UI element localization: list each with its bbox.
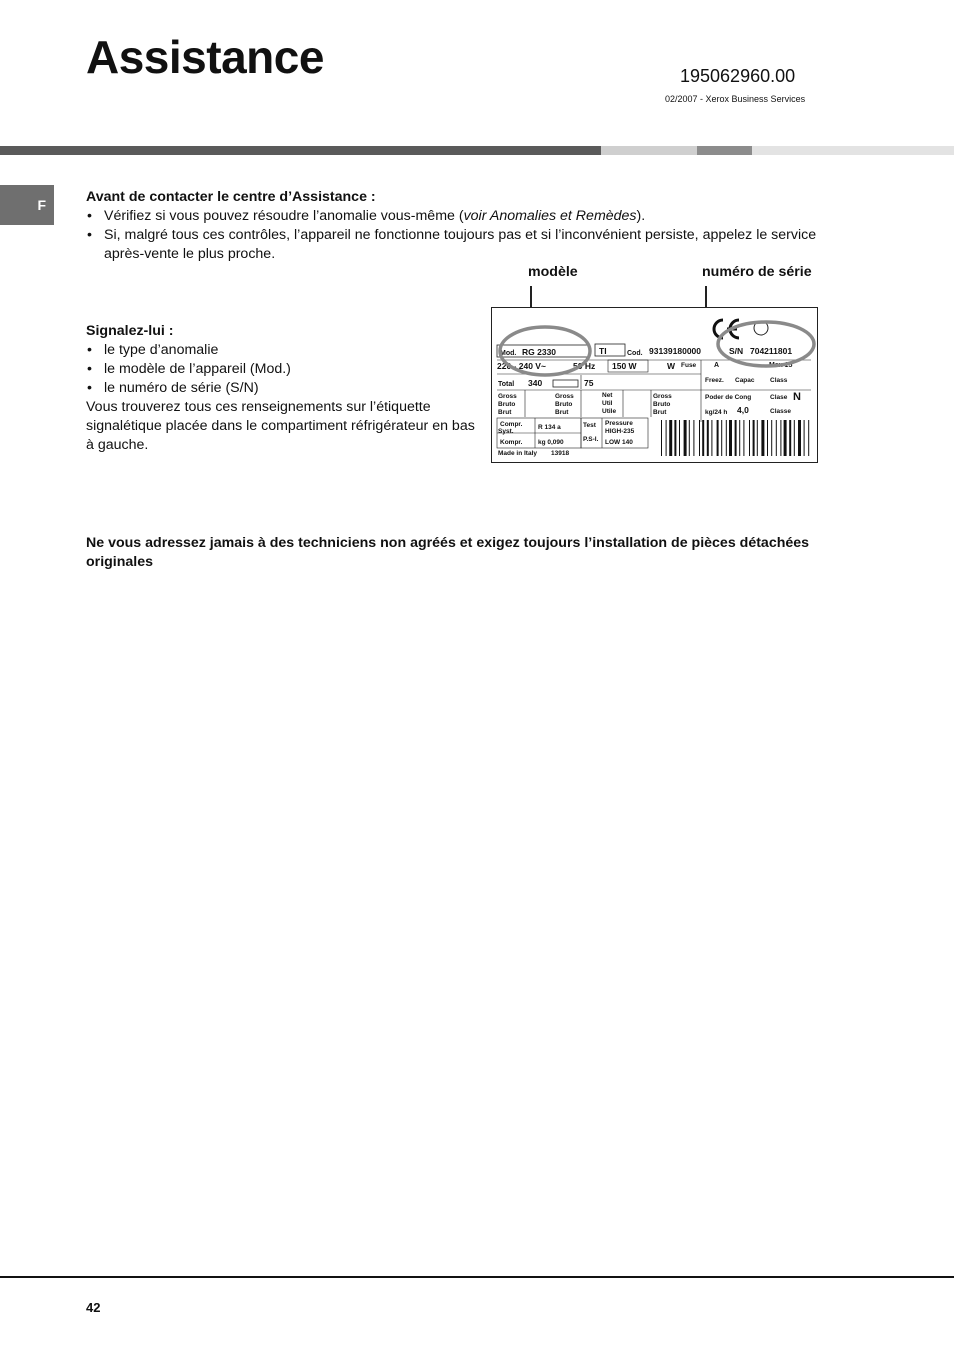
plate-poder: Poder de Cong — [705, 394, 752, 401]
report-section — [86, 322, 476, 455]
plate-gross: Gross — [653, 393, 672, 400]
plate-high: HIGH-235 — [605, 428, 635, 435]
plate-ti: TI — [599, 346, 607, 356]
footer-rule — [0, 1276, 954, 1278]
bullet-item: • Vérifiez si vous pouvez résoudre l’anomalie vous-même (voir Anomalies et Remèdes). — [86, 207, 826, 226]
document-number: 195062960.00 — [680, 66, 796, 86]
plate-sn-value: 704211801 — [750, 346, 793, 356]
document-meta: 02/2007 - Xerox Business Services — [665, 94, 806, 104]
plate-power: 150 W — [612, 361, 637, 371]
plate-max: Max 15 — [769, 362, 793, 369]
header-bar-light — [601, 146, 697, 155]
plate-mod-value: RG 2330 — [522, 347, 557, 357]
plate-cod-value: 93139180000 — [649, 346, 702, 356]
language-tab: F — [0, 185, 54, 225]
header-bar-pale — [752, 146, 954, 155]
plate-compr: Compr. — [500, 421, 523, 428]
plate-frequency: 50 Hz — [573, 361, 596, 371]
plate-bruto: Bruto — [555, 401, 573, 408]
plate-utile: Utile — [602, 408, 617, 415]
before-contacting-section — [86, 188, 826, 264]
plate-mod-label: Mod. — [500, 350, 517, 357]
plate-total-label: Total — [498, 381, 515, 388]
list-item: • le numéro de série (S/N) — [86, 379, 476, 398]
plate-refrigerant: R 134 a — [538, 424, 561, 431]
plate-capac: Capac — [735, 377, 755, 384]
plate-pressure: Pressure — [605, 420, 633, 427]
header-bar-dark — [0, 146, 601, 155]
plate-class: Class — [770, 377, 788, 384]
plate-class-value: N — [793, 391, 801, 403]
header-bar-mid — [697, 146, 752, 155]
plate-bruto: Bruto — [498, 401, 516, 408]
plate-gross: Gross — [555, 393, 574, 400]
plate-total-value: 340 — [528, 378, 543, 388]
plate-made-in: Made in Italy — [498, 450, 538, 457]
list-item: • le type d’anomalie — [86, 341, 476, 360]
plate-util: Util — [602, 400, 613, 407]
plate-classe: Classe — [770, 408, 791, 415]
page-number: 42 — [86, 1300, 101, 1315]
section-heading: Signalez-lui : — [86, 323, 174, 339]
plate-kg24-value: 4,0 — [737, 405, 749, 415]
plate-total-value-2: 75 — [584, 378, 594, 388]
plate-test: Test — [583, 422, 596, 429]
plate-voltage: 220 - 240 V~ — [497, 361, 546, 371]
cross-reference: voir Anomalies et Remèdes — [463, 208, 637, 224]
plate-gross: Gross — [498, 393, 517, 400]
plate-watt: W — [667, 361, 676, 371]
plate-made-code: 13918 — [551, 450, 570, 457]
rating-plate-illustration — [491, 307, 818, 463]
plate-brut: Brut — [555, 409, 569, 416]
plate-brut: Brut — [498, 409, 512, 416]
plate-clase: Clase — [770, 394, 788, 401]
section-paragraph: Vous trouverez tous ces renseignements sur l’étiquette signalétique placée dans le compartiment réfrigérateur en bas à gauche. — [86, 399, 475, 453]
plate-brut: Brut — [653, 409, 667, 416]
plate-freez: Freez. — [705, 377, 724, 384]
plate-fuse: Fuse — [681, 362, 697, 369]
plate-low: LOW 140 — [605, 439, 633, 446]
page-title: Assistance — [86, 31, 324, 83]
section-heading: Avant de contacter le centre d’Assistance : — [86, 189, 376, 205]
plate-psi: P.S-I. — [583, 436, 599, 443]
plate-amp: A — [714, 362, 720, 369]
warning-note: Ne vous adressez jamais à des techniciens non agréés et exigez toujours l’installation de pièces détachées originales — [86, 535, 810, 570]
plate-cod-label: Cod. — [627, 350, 643, 357]
plate-kg24: kg/24 h — [705, 409, 728, 416]
plate-syst: Syst. — [498, 428, 514, 435]
list-item: • le modèle de l’appareil (Mod.) — [86, 360, 476, 379]
plate-kg-charge: kg 0,090 — [538, 439, 564, 446]
serial-callout-label: numéro de série — [702, 264, 812, 280]
plate-kompr: Kompr. — [500, 439, 523, 446]
plate-net: Net — [602, 392, 613, 399]
plate-bruto: Bruto — [653, 401, 671, 408]
model-callout-label: modèle — [528, 264, 578, 280]
plate-sn-label: S/N — [729, 346, 744, 356]
bullet-item: • Si, malgré tous ces contrôles, l’appareil ne fonctionne toujours pas et si l’inconvénient persiste, appelez le service après-vente le plus proche. — [86, 226, 826, 264]
